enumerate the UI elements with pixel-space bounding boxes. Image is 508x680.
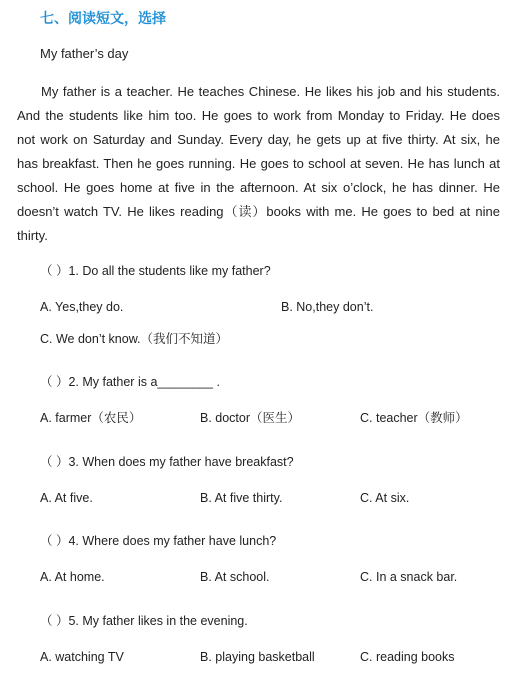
question-1-stem: （ ）1. Do all the students like my father? xyxy=(40,264,271,278)
question-1-option-b: B. No,they don’t. xyxy=(281,300,374,314)
question-1-option-a: A. Yes,they do. xyxy=(40,300,124,314)
question-4-option-b: B. At school. xyxy=(200,570,270,584)
question-4-stem: （ ）4. Where does my father have lunch? xyxy=(40,534,277,548)
question-2-option-a: A. farmer（农民） xyxy=(40,411,142,425)
question-3-stem: （ ）3. When does my father have breakfast? xyxy=(40,455,294,469)
question-5-option-a: A. watching TV xyxy=(40,650,124,664)
question-3-option-c: C. At six. xyxy=(360,491,410,505)
passage-paragraph: My father is a teacher. He teaches Chinese. He likes his job and his students. And the students like him too. He goes to work from Monday to Friday. He does not work on Saturday and Sunday. Every day, he gets up at five thirty. At six, he has breakfast. Then he goes running. He goes to school at seven. He has lunch at school. He goes home at five in the afternoon. At six o’clock, he has dinner. He doesn’t watch TV. He likes reading（读）books with me. He goes to bed at nine thirty. xyxy=(17,84,500,243)
question-4-option-c: C. In a snack bar. xyxy=(360,570,458,584)
question-4-option-a: A. At home. xyxy=(40,570,105,584)
question-2-option-c: C. teacher（教师） xyxy=(360,411,468,425)
reading-passage xyxy=(17,80,500,248)
question-1-option-c: C. We don’t know.（我们不知道） xyxy=(40,332,229,346)
question-5-option-c: C. reading books xyxy=(360,650,455,664)
question-5-option-b: B. playing basketball xyxy=(200,650,315,664)
section-title: 七、阅读短文，选择 xyxy=(40,10,166,26)
question-3-option-a: A. At five. xyxy=(40,491,93,505)
question-3-option-b: B. At five thirty. xyxy=(200,491,283,505)
story-title: My father’s day xyxy=(40,46,129,61)
question-2-option-b: B. doctor（医生） xyxy=(200,411,301,425)
question-2-stem: （ ）2. My father is a________ . xyxy=(40,375,220,389)
question-5-stem: （ ）5. My father likes in the evening. xyxy=(40,614,248,628)
